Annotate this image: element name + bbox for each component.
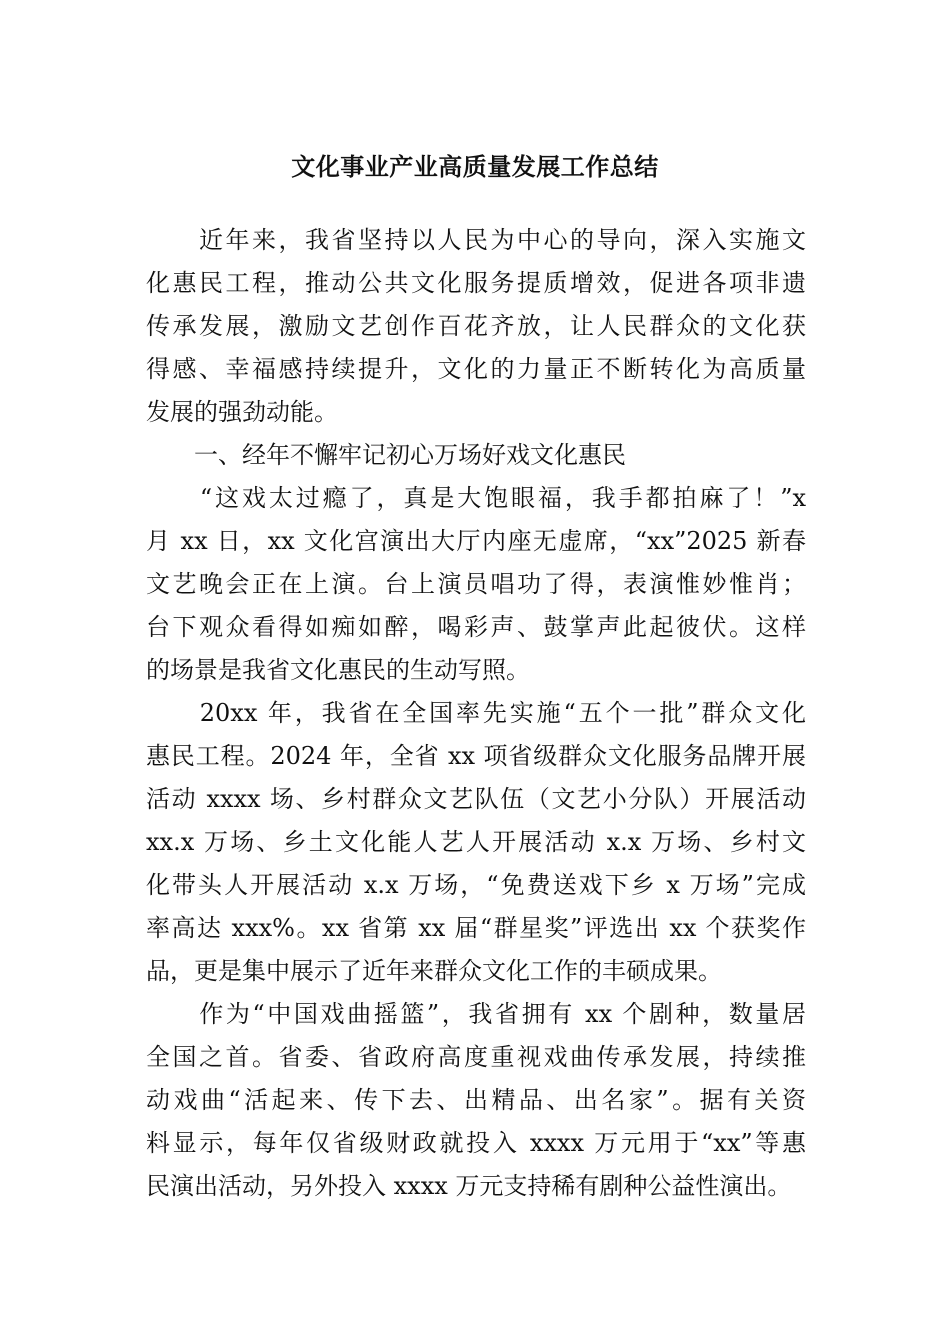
paragraph-line: 的场景是我省文化惠民的生动写照。 — [146, 656, 530, 684]
paragraph-line: 传承发展，激励文艺创作百花齐放，让人民群众的文化获 — [146, 312, 806, 340]
paragraph-line: 月 xx 日，xx 文化宫演出大厅内座无虚席，“xx”2025 新春 — [146, 527, 806, 555]
document-title: 文化事业产业高质量发展工作总结 — [291, 153, 659, 181]
section-heading: 一、经年不懈牢记初心万场好戏文化惠民 — [146, 441, 626, 469]
paragraph-line: 作为“中国戏曲摇篮”，我省拥有 xx 个剧种，数量居 — [146, 1000, 806, 1028]
paragraph-line: 全国之首。省委、省政府高度重视戏曲传承发展，持续推 — [146, 1043, 806, 1071]
paragraph-line: 近年来，我省坚持以人民为中心的导向，深入实施文 — [146, 226, 806, 254]
paragraph-line: 料显示，每年仅省级财政就投入 xxxx 万元用于“xx”等惠 — [146, 1129, 806, 1157]
paragraph-line: 惠民工程。2024 年，全省 xx 项省级群众文化服务品牌开展 — [146, 742, 806, 770]
paragraph-line: “这戏太过瘾了，真是大饱眼福，我手都拍麻了！”x — [146, 484, 806, 512]
paragraph-line: 化带头人开展活动 x.x 万场，“免费送戏下乡 x 万场”完成 — [146, 871, 806, 899]
paragraph-line: xx.x 万场、乡土文化能人艺人开展活动 x.x 万场、乡村文 — [146, 828, 806, 856]
paragraph-line: 20xx 年，我省在全国率先实施“五个一批”群众文化 — [146, 699, 806, 727]
paragraph-line: 民演出活动，另外投入 xxxx 万元支持稀有剧种公益性演出。 — [146, 1172, 792, 1200]
paragraph-line: 动戏曲“活起来、传下去、出精品、出名家”。据有关资 — [146, 1086, 806, 1114]
paragraph-line: 文艺晚会正在上演。台上演员唱功了得，表演惟妙惟肖； — [146, 570, 806, 598]
paragraph-line: 台下观众看得如痴如醉，喝彩声、鼓掌声此起彼伏。这样 — [146, 613, 806, 641]
paragraph-line: 活动 xxxx 场、乡村群众文艺队伍（文艺小分队）开展活动 — [146, 785, 806, 813]
paragraph-line: 得感、幸福感持续提升，文化的力量正不断转化为高质量 — [146, 355, 806, 383]
paragraph-line: 发展的强劲动能。 — [146, 398, 338, 426]
paragraph-line: 率高达 xxx%。xx 省第 xx 届“群星奖”评选出 xx 个获奖作 — [146, 914, 806, 942]
paragraph-line: 品，更是集中展示了近年来群众文化工作的丰硕成果。 — [146, 957, 722, 985]
paragraph-line: 化惠民工程，推动公共文化服务提质增效，促进各项非遗 — [146, 269, 806, 297]
